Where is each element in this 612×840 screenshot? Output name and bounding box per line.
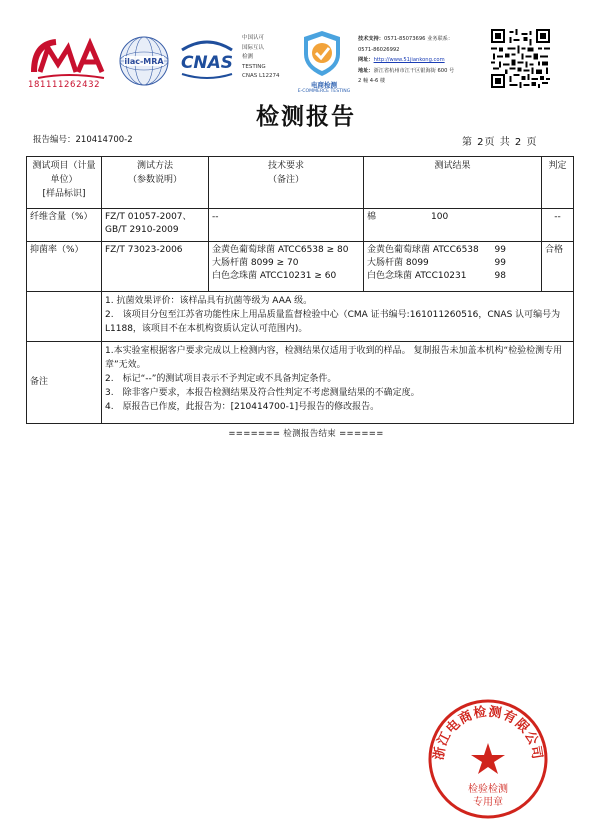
- header-method-line2: （参数说明）: [127, 175, 182, 185]
- row1-result-name: 棉: [367, 212, 377, 222]
- seal-org-name: 浙江电商检测有限公司: [431, 704, 545, 762]
- notes-label-cell: [27, 292, 102, 342]
- header-method-line1: 测试方法: [136, 161, 173, 171]
- contact-info: [358, 34, 490, 87]
- seal-line1: 检验检测: [468, 784, 508, 795]
- row1-judgement: --: [542, 209, 574, 242]
- cnas-line: 中国认可: [242, 35, 265, 41]
- row2-item: 抑菌率（%）: [27, 242, 102, 292]
- ilac-mra-logo: [118, 35, 170, 87]
- remarks-label: 备注: [27, 342, 102, 424]
- row2-results: [364, 242, 542, 292]
- report-number: 报告编号：210414700-2: [33, 135, 133, 145]
- row1-method-line1: FZ/T 01057-2007、: [105, 212, 192, 222]
- row2-req-line: 金黄色葡萄球菌 ATCC6538 ≥ 80: [212, 245, 349, 255]
- result-line: [367, 270, 538, 283]
- header-result: 测试结果: [364, 157, 542, 209]
- result-value: 98: [494, 271, 506, 281]
- row1-method-line2: GB/T 2910-2009: [105, 225, 179, 235]
- result-value: 99: [494, 245, 506, 255]
- qr-code-icon: [491, 29, 550, 88]
- results-table: [26, 156, 574, 424]
- result-line: [367, 244, 538, 257]
- seal-line2: 专用章: [473, 797, 503, 808]
- header-item-line1: 测试项目（计量: [32, 161, 96, 171]
- cnas-line: 国际互认: [242, 44, 265, 51]
- row1-item: 纤维含量（%）: [27, 209, 102, 242]
- remark-line: 3. 除非客户要求，本报告检测结果及符合性判定不考虑测量结果的不确定度。: [105, 388, 420, 398]
- ecommerce-testing-cn: 电商检测: [311, 81, 337, 89]
- report-end-marker: ======= 检测报告结束 ======: [228, 429, 384, 439]
- row1-requirement: --: [209, 209, 364, 242]
- address-value: 浙江省杭州市江干区银海街 600 号: [373, 67, 455, 74]
- result-name: 白色念珠菌 ATCC10231: [367, 271, 467, 281]
- result-name: 金黄色葡萄球菌 ATCC6538: [367, 245, 479, 255]
- page-title: 检测报告: [256, 104, 356, 130]
- header-item-line2: 单位）: [50, 175, 78, 185]
- cnas-line: 检测: [242, 54, 254, 60]
- cma-number: 181111262432: [28, 80, 101, 90]
- cnas-accreditation-text: [242, 34, 280, 82]
- ecommerce-testing-en: E-COMMERCE TESTING: [297, 89, 351, 94]
- remark-line: 4. 原报告已作废，此报告为：[210414700-1]号报告的修改报告。: [105, 402, 380, 412]
- header-item-line3: [样品标识]: [42, 189, 86, 199]
- address-label: 地址：: [358, 67, 374, 74]
- header-item: [27, 157, 102, 209]
- row2-req-line: 白色念珠菌 ATCC10231 ≥ 60: [212, 271, 337, 281]
- table-row: [27, 209, 574, 242]
- svg-text:CNAS: CNAS: [180, 53, 234, 73]
- note-line: 2. 该项目分包至江苏省功能性床上用品质量监督检验中心（CMA 证书编号:161011260516，CNAS 认可编号为 L1188，该项目不在本机构资质认定认可范围内)。: [105, 310, 561, 334]
- row2-judgement: 合格: [542, 242, 574, 292]
- row1-method: [102, 209, 209, 242]
- remark-line: 1.本实验室根据客户要求完成以上检测内容，检测结果仅适用于收到的样品。 复制报告未加盖本机构“检验检测专用章”无效。: [105, 346, 563, 370]
- row2-method: FZ/T 73023-2006: [102, 242, 209, 292]
- header-requirement: [209, 157, 364, 209]
- svg-text:ilac-MRA: ilac-MRA: [124, 57, 164, 66]
- cnas-line: TESTING: [242, 63, 266, 70]
- support-value: 0571-85073696 业务联系：: [383, 36, 454, 42]
- row2-req-line: 大肠杆菌 8099 ≥ 70: [212, 258, 299, 268]
- header-req-line1: 技术要求: [267, 161, 304, 171]
- header-req-line2: （备注）: [267, 175, 304, 185]
- address-value-2: 2 幢 4-6 楼: [358, 78, 386, 84]
- remark-line: 2. 标记“--”的测试项目表示不予判定或不具备判定条件。: [105, 374, 337, 384]
- table-header-row: [27, 157, 574, 209]
- remarks-cell: [102, 342, 574, 424]
- result-value: 99: [494, 258, 506, 268]
- remarks-row: [27, 342, 574, 424]
- page-number: 第 2页 共 2 页: [462, 137, 538, 148]
- seal-star-icon: [471, 743, 505, 774]
- notes-row: [27, 292, 574, 342]
- header-method: [102, 157, 209, 209]
- phone-number: 0571-86026992: [358, 46, 400, 53]
- cma-logo: [28, 34, 108, 84]
- note-line: 1. 抗菌效果评价：该样品具有抗菌等级为 AAA 级。: [105, 296, 313, 306]
- row1-result: [364, 209, 542, 242]
- result-line: [367, 257, 538, 270]
- official-seal-stamp: [423, 695, 553, 820]
- cnas-logo: [176, 36, 238, 82]
- notes-cell: [102, 292, 574, 342]
- header-judgement: 判定: [542, 157, 574, 209]
- ecommerce-testing-shield-icon: [290, 28, 354, 78]
- row1-result-value: 100: [431, 212, 449, 222]
- row2-requirement: [209, 242, 364, 292]
- website-label: 网址：: [358, 57, 374, 63]
- website-link[interactable]: http://www.51jiankong.com: [373, 57, 445, 63]
- cnas-line: CNAS L12274: [242, 73, 280, 79]
- support-label: 技术支持：: [358, 36, 384, 42]
- result-name: 大肠杆菌 8099: [367, 258, 429, 268]
- table-row: [27, 242, 574, 292]
